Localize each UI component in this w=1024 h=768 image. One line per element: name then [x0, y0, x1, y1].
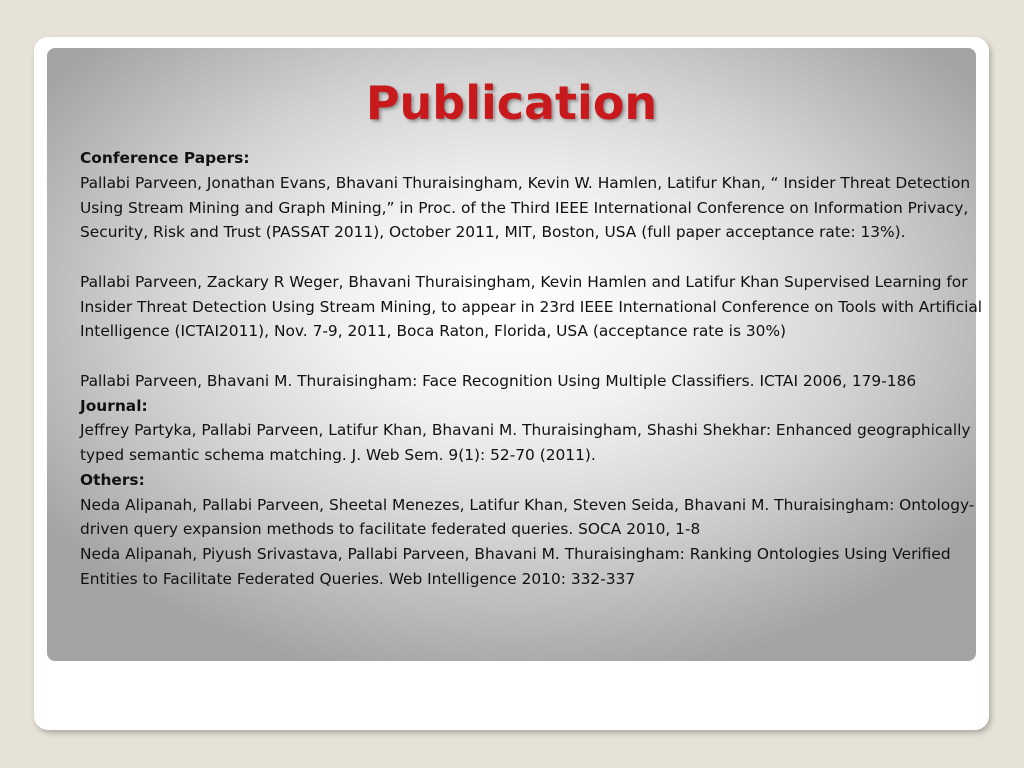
journal-heading: Journal: — [80, 396, 148, 415]
conference-paper-entry: Pallabi Parveen, Jonathan Evans, Bhavani Thuraisingham, Kevin W. Hamlen, Latifur Khan, “ Insider Threat Detection Using Stream Mining and Graph Mining,” in Proc. of the Third IEEE International Conference on Information Privacy, Security, Risk and Trust (PASSAT 2011), October 2011, MIT, Boston, USA (full paper acceptance rate: 13%). — [80, 173, 971, 242]
publication-list — [80, 146, 1010, 592]
other-paper-entry: Neda Alipanah, Piyush Srivastava, Pallabi Parveen, Bhavani M. Thuraisingham: Ranking Ontologies Using Verified Entities to Facilitate Federated Queries. Web Intelligence 2010: 332-337 — [80, 545, 951, 588]
slide-title: Publication — [365, 76, 658, 130]
conference-paper-entry: Pallabi Parveen, Bhavani M. Thuraisingham: Face Recognition Using Multiple Classifiers. ICTAI 2006, 179-186 — [80, 371, 917, 390]
spacer — [80, 245, 1010, 270]
others-heading: Others: — [80, 470, 145, 489]
conference-paper-entry: Pallabi Parveen, Zackary R Weger, Bhavani Thuraisingham, Kevin Hamlen and Latifur Khan Supervised Learning for Insider Threat Detection Using Stream Mining, to appear in 23rd IEEE International Conference on Tools with Artificial Intelligence (ICTAI2011), Nov. 7-9, 2011, Boca Raton, Florida, USA (acceptance rate is 30%) — [80, 272, 983, 341]
conference-papers-heading: Conference Papers: — [80, 149, 250, 167]
journal-paper-entry: Jeffrey Partyka, Pallabi Parveen, Latifur Khan, Bhavani M. Thuraisingham, Shashi Shekhar: Enhanced geographically typed semantic schema matching. J. Web Sem. 9(1): 52-70 (2011). — [80, 421, 971, 464]
spacer — [80, 344, 1010, 369]
other-paper-entry: Neda Alipanah, Pallabi Parveen, Sheetal Menezes, Latifur Khan, Steven Seida, Bhavani M. Thuraisingham: Ontology-driven query expansion methods to facilitate federated queries. SOCA 2010, 1-8 — [80, 495, 975, 539]
